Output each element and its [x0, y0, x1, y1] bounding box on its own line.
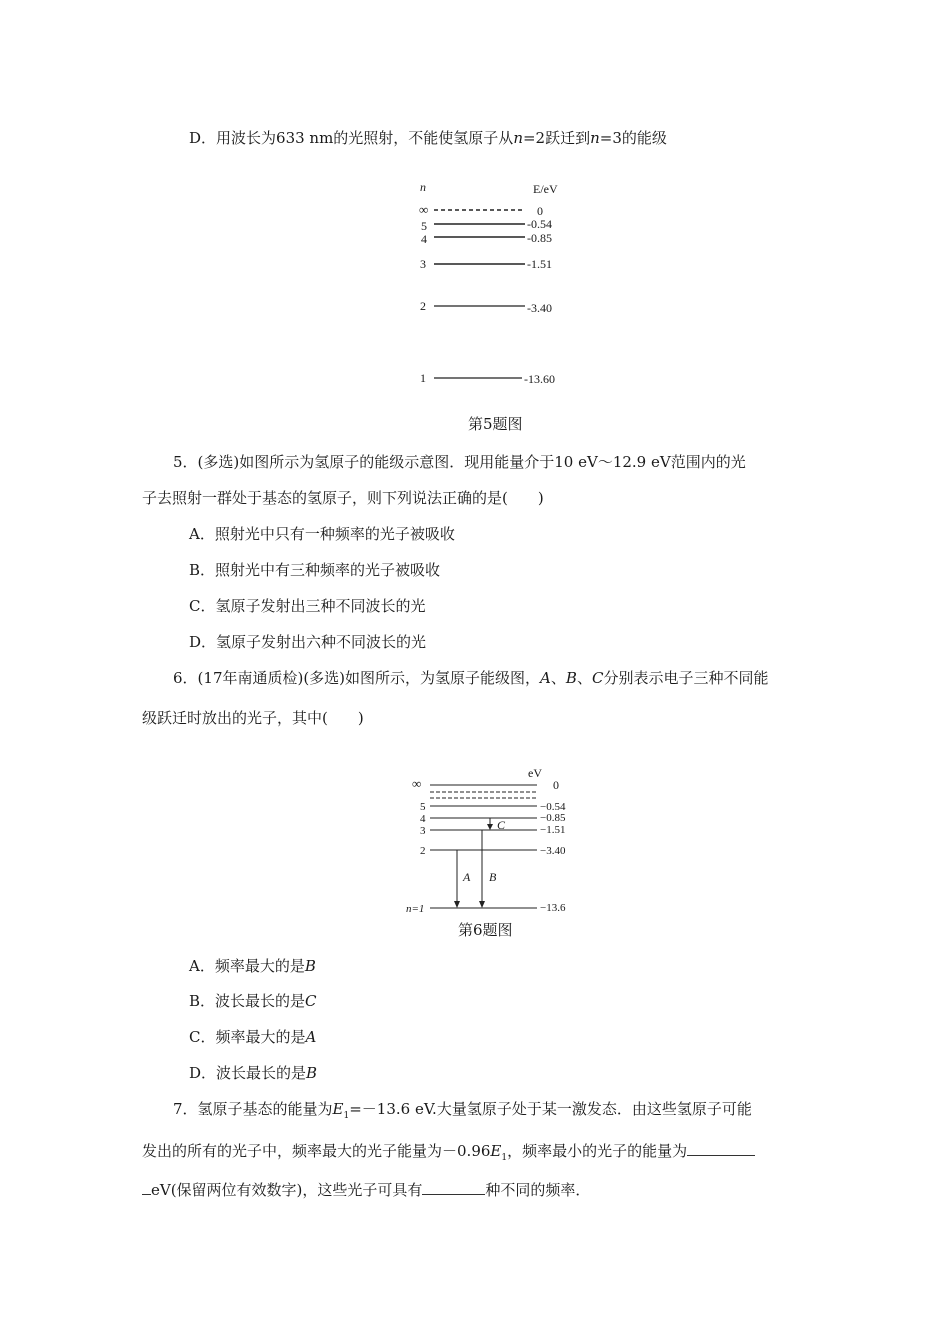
fig6-n-1: n=1: [406, 903, 425, 915]
fig6-e-1: −13.6: [540, 902, 566, 914]
q6-option-a: A．频率最大的是B: [189, 957, 316, 975]
fig6-caption: 第6题图: [458, 921, 513, 939]
q7-line1: 7．氢原子基态的能量为$E_1=-13.6$ eV.大量氢原子处于某一激发态．由这些氢原子可能: [173, 1100, 752, 1121]
q5-option-b: B．照射光中有三种频率的光子被吸收: [189, 561, 441, 579]
fig6-e-2: −3.40: [540, 845, 566, 857]
q5-option-c: C．氢原子发射出三种不同波长的光: [189, 597, 426, 615]
fig5-e-2: -3.40: [527, 301, 552, 315]
fig6-unit: eV: [528, 766, 542, 780]
q7-answer-blank-2[interactable]: [422, 1180, 485, 1195]
fig5-e-inf: 0: [537, 204, 543, 218]
fig5-n-inf: ∞: [419, 202, 429, 217]
fig6-arrowhead-a: [454, 901, 460, 908]
q5-stem-line2: 子去照射一群处于基态的氢原子，则下列说法正确的是( ): [142, 489, 544, 507]
fig5-n-5: 5: [421, 219, 427, 233]
energy-level-diagram-5: [400, 175, 600, 395]
fig5-e-header: E/eV: [533, 182, 558, 196]
fig5-n-2: 2: [420, 299, 426, 313]
fig6-n-3: 3: [420, 825, 426, 837]
fig6-zero: 0: [553, 778, 559, 792]
fig6-n-4: 4: [420, 813, 426, 825]
fig5-n-4: 4: [421, 232, 427, 246]
fig5-e-3: -1.51: [527, 257, 552, 271]
fig5-n-1: 1: [420, 371, 426, 385]
fig6-label-b: B: [489, 870, 497, 884]
fig6-e-4: −0.85: [540, 812, 566, 824]
q7-line3: eV(保留两位有效数字)，这些光子可具有 种不同的频率．: [142, 1180, 590, 1200]
fig6-label-a: A: [463, 870, 471, 884]
fig5-caption: 第5题图: [468, 415, 523, 433]
fig6-n-5: 5: [420, 801, 426, 813]
q7-line2: 发出的所有的光子中，频率最大的光子能量为$-0.96E_1$，频率最小的光子的能量为: [142, 1141, 755, 1168]
fig6-arrowhead-c: [487, 824, 493, 830]
fig6-e-5: −0.54: [540, 801, 566, 813]
fig6-label-c: C: [497, 818, 506, 832]
fig5-n-3: 3: [420, 257, 426, 271]
q5-option-a: A．照射光中只有一种频率的光子被吸收: [189, 525, 455, 543]
q7-answer-blank-1-cont[interactable]: [142, 1180, 151, 1195]
q6-option-d: D．波长最长的是B: [189, 1064, 318, 1082]
q5-stem-line1: 5．(多选)如图所示为氢原子的能级示意图．现用能量介于10 eV～12.9 eV范围内的光: [173, 453, 746, 471]
fig5-e-1: -13.60: [524, 372, 555, 386]
q6-stem-line2: 级跃迁时放出的光子，其中( ): [142, 709, 364, 727]
q4-option-d: D．用波长为633 nm的光照射，不能使氢原子从n=2跃迁到n=3的能级: [189, 129, 667, 147]
fig5-e-5: -0.54: [527, 217, 552, 231]
q5-option-d: D．氢原子发射出六种不同波长的光: [189, 633, 427, 651]
q6-option-c: C．频率最大的是A: [189, 1028, 317, 1046]
fig5-n-header: n: [420, 180, 426, 194]
fig6-e-3: −1.51: [540, 824, 566, 836]
q6-stem-line1: 6．(17年南通质检)(多选)如图所示，为氢原子能级图，A、B、C分别表示电子三种不同能: [173, 669, 769, 687]
fig6-n-2: 2: [420, 845, 426, 857]
fig5-e-4: -0.85: [527, 231, 552, 245]
q6-option-b: B．波长最长的是C: [189, 992, 317, 1010]
fig6-inf: ∞: [412, 776, 422, 791]
energy-level-diagram-6: [400, 760, 600, 920]
fig6-arrowhead-b: [479, 901, 485, 908]
q7-answer-blank-1[interactable]: [687, 1141, 755, 1156]
